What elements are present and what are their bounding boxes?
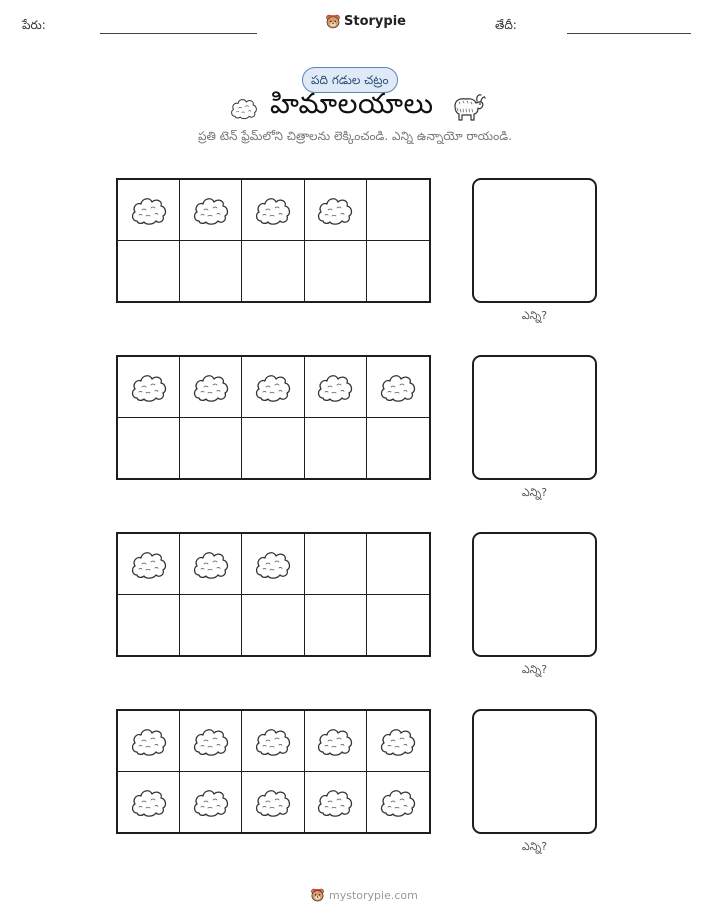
cloud-icon — [129, 724, 169, 758]
cloud-icon — [253, 370, 293, 404]
cloud-icon — [315, 193, 355, 227]
ten-frame-cell — [118, 180, 180, 241]
ten-frame-cell — [242, 595, 304, 656]
footer — [310, 887, 418, 903]
ten-frame-cell — [367, 595, 429, 656]
ten-frame-cell — [242, 418, 304, 479]
date-write-line[interactable] — [567, 33, 691, 34]
cloud-icon — [129, 547, 169, 581]
cloud-icon — [129, 370, 169, 404]
ten-frame-cell — [242, 241, 304, 302]
cloud-icon — [253, 547, 293, 581]
cloud-icon — [378, 370, 418, 404]
ten-frame-cell — [367, 180, 429, 241]
ten-frame-cell — [180, 241, 242, 302]
cloud-icon — [378, 724, 418, 758]
cloud-icon — [191, 547, 231, 581]
cloud-icon — [129, 193, 169, 227]
ten-frame-cell — [242, 711, 304, 772]
ten-frame-cell — [118, 534, 180, 595]
brand — [325, 13, 406, 30]
ten-frame-cell — [180, 357, 242, 418]
ten-frame-cell — [305, 772, 367, 833]
ten-frame-cell — [305, 711, 367, 772]
name-label: పేరు: — [22, 18, 46, 32]
cloud-icon — [129, 785, 169, 819]
ten-frame-cell — [367, 711, 429, 772]
cloud-icon — [191, 193, 231, 227]
cloud-icon — [253, 785, 293, 819]
instructions: ప్రతి టెన్ ఫ్రేమ్‌లోని చిత్రాలను లెక్కించండి. ఎన్ని ఉన్నాయో రాయండి. — [198, 129, 512, 143]
answer-box-4[interactable] — [472, 709, 597, 834]
ten-frame-cell — [242, 357, 304, 418]
answer-box-1[interactable] — [472, 178, 597, 303]
ten-frame-cell — [118, 418, 180, 479]
how-many-label: ఎన్ని? — [521, 486, 548, 499]
cloud-icon — [191, 724, 231, 758]
answer-box-3[interactable] — [472, 532, 597, 657]
brand-name: Storypie — [344, 14, 406, 29]
ten-frame-cell — [118, 711, 180, 772]
ten-frame-cell — [180, 595, 242, 656]
ten-frame-cell — [367, 534, 429, 595]
ten-frame-1 — [116, 178, 431, 303]
ten-frame-cell — [118, 357, 180, 418]
cloud-icon — [191, 785, 231, 819]
storypie-bear-logo-icon — [325, 13, 341, 30]
how-many-label: ఎన్ని? — [521, 840, 548, 853]
cloud-icon — [229, 95, 259, 121]
cloud-icon — [315, 785, 355, 819]
cloud-icon — [315, 724, 355, 758]
footer-site[interactable]: mystorypie.com — [329, 888, 418, 902]
ten-frame-cell — [305, 595, 367, 656]
worksheet-badge: పది గడుల చట్రం — [302, 67, 398, 93]
ten-frame-cell — [180, 711, 242, 772]
yak-icon — [448, 88, 486, 124]
ten-frame-cell — [305, 418, 367, 479]
ten-frame-cell — [305, 241, 367, 302]
answer-box-2[interactable] — [472, 355, 597, 480]
date-label: తేదీ: — [495, 18, 517, 32]
ten-frame-cell — [242, 772, 304, 833]
cloud-icon — [315, 370, 355, 404]
ten-frame-cell — [367, 418, 429, 479]
storypie-bear-logo-icon — [310, 887, 325, 903]
ten-frame-cell — [305, 180, 367, 241]
ten-frame-cell — [118, 772, 180, 833]
ten-frame-cell — [118, 595, 180, 656]
ten-frame-cell — [180, 534, 242, 595]
how-many-label: ఎన్ని? — [521, 663, 548, 676]
ten-frame-cell — [180, 180, 242, 241]
ten-frame-cell — [367, 772, 429, 833]
ten-frame-cell — [367, 241, 429, 302]
page-title: హిమాలయాలు — [270, 87, 434, 120]
ten-frame-cell — [180, 772, 242, 833]
ten-frame-cell — [118, 241, 180, 302]
cloud-icon — [191, 370, 231, 404]
ten-frame-3 — [116, 532, 431, 657]
ten-frame-2 — [116, 355, 431, 480]
ten-frame-cell — [242, 534, 304, 595]
cloud-icon — [253, 193, 293, 227]
ten-frame-cell — [367, 357, 429, 418]
ten-frame-cell — [242, 180, 304, 241]
ten-frame-cell — [305, 534, 367, 595]
ten-frame-cell — [305, 357, 367, 418]
how-many-label: ఎన్ని? — [521, 309, 548, 322]
ten-frame-cell — [180, 418, 242, 479]
cloud-icon — [378, 785, 418, 819]
cloud-icon — [253, 724, 293, 758]
name-write-line[interactable] — [100, 33, 257, 34]
ten-frame-4 — [116, 709, 431, 834]
